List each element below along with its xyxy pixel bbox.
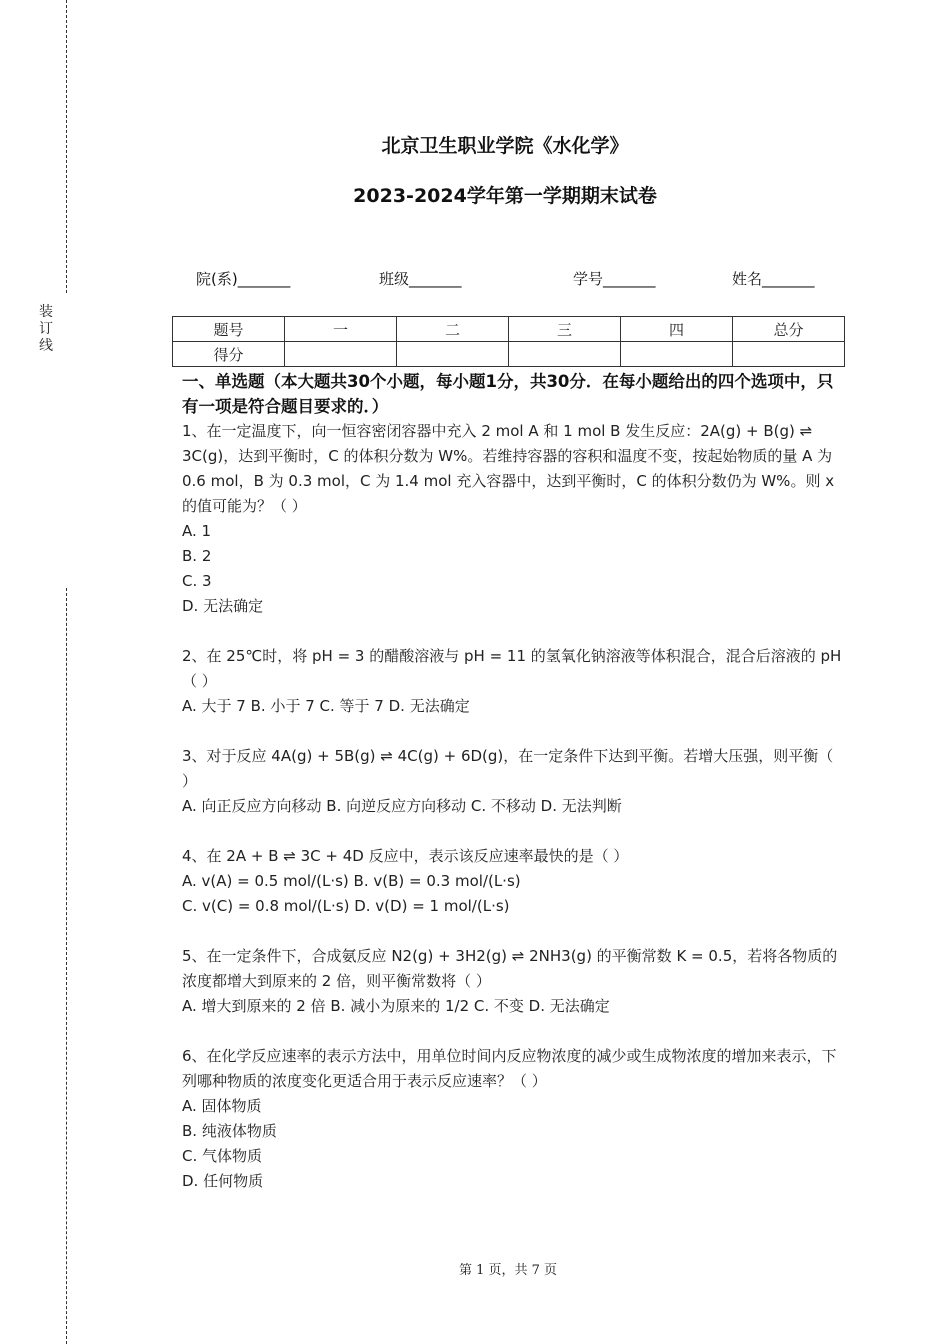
spacer xyxy=(182,819,842,844)
question-stem: 5、在一定条件下，合成氨反应 N2(g) + 3H2(g) ⇌ 2NH3(g) 的平衡常数 K = 0.5，若将各物质的浓度都增大到原来的 2 倍，则平衡常数将（ ） xyxy=(182,947,838,990)
option: A. v(A) = 0.5 mol/(L·s) B. v(B) = 0.3 mol/(L·s) xyxy=(182,872,521,890)
score-cell[interactable] xyxy=(397,342,509,367)
binding-label-char: 线 xyxy=(39,338,53,354)
option: C. 3 xyxy=(182,572,212,590)
score-cell[interactable] xyxy=(509,342,621,367)
option: A. 固体物质 xyxy=(182,1097,262,1115)
option: A. 1 xyxy=(182,522,212,540)
binding-label-char: 订 xyxy=(39,321,53,337)
option: C. v(C) = 0.8 mol/(L·s) D. v(D) = 1 mol/(L·s) xyxy=(182,897,510,915)
question-stem: 3、对于反应 4A(g) + 5B(g) ⇌ 4C(g) + 6D(g)，在一定条件下达到平衡。若增大压强，则平衡（ ） xyxy=(182,747,834,790)
class-field[interactable]: 班级_______ xyxy=(379,270,462,288)
table-cell: 一 xyxy=(285,317,397,342)
question-stem: 1、在一定温度下，向一恒容密闭容器中充入 2 mol A 和 1 mol B 发生反应：2A(g) + B(g) ⇌ 3C(g)，达到平衡时，C 的体积分数为 W%。若维持容器的容积和温度不变，按起始物质的量 A 为 0.6 mol，B 为 0.3 mol，C 为 1.4 mol 充入容器中，达到平衡时，C 的体积分数仍为 W%。则 x 的值可能为？（ ） xyxy=(182,422,835,515)
question-1 xyxy=(182,419,842,619)
option: A. 大于 7 B. 小于 7 C. 等于 7 D. 无法确定 xyxy=(182,697,470,715)
option: A. 向正反应方向移动 B. 向逆反应方向移动 C. 不移动 D. 无法判断 xyxy=(182,797,622,815)
question-4 xyxy=(182,844,842,919)
table-cell: 二 xyxy=(397,317,509,342)
question-2 xyxy=(182,644,842,719)
spacer xyxy=(182,719,842,744)
question-3 xyxy=(182,744,842,819)
option: A. 增大到原来的 2 倍 B. 减小为原来的 1/2 C. 不变 D. 无法确定 xyxy=(182,997,610,1015)
score-table-score-row xyxy=(173,342,845,367)
section-heading: 一、单选题（本大题共30个小题，每小题1分，共30分．在每小题给出的四个选项中，只有一项是符合题目要求的．） xyxy=(182,372,834,416)
table-cell: 总分 xyxy=(733,317,845,342)
option: D. 无法确定 xyxy=(182,597,264,615)
question-stem: 4、在 2A + B ⇌ 3C + 4D 反应中，表示该反应速率最快的是（ ） xyxy=(182,847,629,865)
page-number: 第 1 页，共 7 页 xyxy=(458,1263,558,1278)
table-cell: 题号 xyxy=(173,317,285,342)
score-table xyxy=(172,316,845,367)
student-id-field[interactable]: 学号_______ xyxy=(573,270,656,288)
spacer xyxy=(182,619,842,644)
exam-title-line2: 2023-2024学年第一学期期末试卷 xyxy=(353,185,657,207)
table-cell: 得分 xyxy=(173,342,285,367)
option: C. 气体物质 xyxy=(182,1147,263,1165)
question-stem: 2、在 25℃时，将 pH = 3 的醋酸溶液与 pH = 11 的氢氧化钠溶液等体积混合，混合后溶液的 pH（ ） xyxy=(182,647,842,690)
question-stem: 6、在化学反应速率的表示方法中，用单位时间内反应物浓度的减少或生成物浓度的增加来表示，下列哪种物质的浓度变化更适合用于表示反应速率？（ ） xyxy=(182,1047,837,1090)
name-field[interactable]: 姓名_______ xyxy=(732,270,815,288)
binding-label-char: 装 xyxy=(39,304,53,320)
table-cell: 四 xyxy=(621,317,733,342)
option: D. 任何物质 xyxy=(182,1172,264,1190)
exam-content xyxy=(182,369,842,1194)
option: B. 纯液体物质 xyxy=(182,1122,277,1140)
option: B. 2 xyxy=(182,547,212,565)
binding-dashed-line-bottom xyxy=(66,588,67,1344)
question-6 xyxy=(182,1044,842,1194)
score-cell[interactable] xyxy=(621,342,733,367)
spacer xyxy=(182,919,842,944)
table-cell: 三 xyxy=(509,317,621,342)
department-field[interactable]: 院(系)_______ xyxy=(196,270,291,288)
score-cell[interactable] xyxy=(733,342,845,367)
binding-line-label xyxy=(38,304,54,355)
score-table-header-row xyxy=(173,317,845,342)
question-5 xyxy=(182,944,842,1019)
score-cell[interactable] xyxy=(285,342,397,367)
spacer xyxy=(182,1019,842,1044)
exam-title-line1: 北京卫生职业学院《水化学》 xyxy=(381,135,629,157)
